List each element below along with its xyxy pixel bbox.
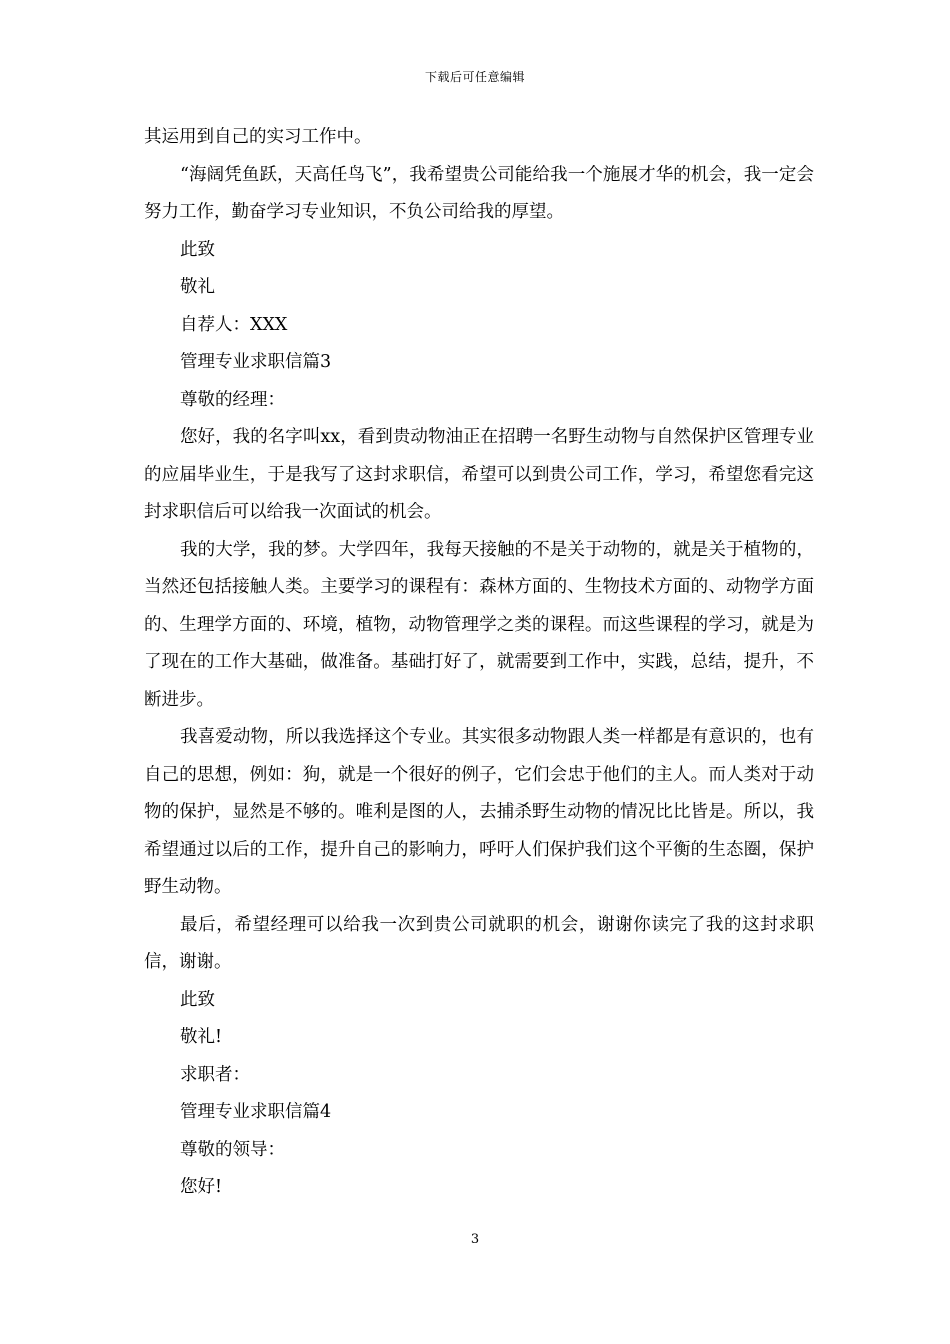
signature-line: 自荐人：XXX (180, 314, 288, 335)
document-body (144, 119, 814, 1207)
paragraph: “海阔凭鱼跃，天高任鸟飞”，我希望贵公司能给我一个施展才华的机会，我一定会努力工作，勤奋学习专业知识，不负公司给我的厚望。 (144, 164, 814, 222)
signature-line: 求职者： (180, 1064, 250, 1085)
page-header: 下载后可任意编辑 (424, 70, 525, 84)
closing-salutation: 此致 (180, 989, 215, 1010)
paragraph: 最后，希望经理可以给我一次到贵公司就职的机会，谢谢你读完了我的这封求职信，谢谢。 (144, 914, 814, 972)
paragraph: 其运用到自己的实习工作中。 (144, 127, 372, 147)
paragraph: 我的大学，我的梦。大学四年，我每天接触的不是关于动物的，就是关于植物的，当然还包括接触人类。主要学习的课程有：森林方面的、生物技术方面的、动物学方面的、生理学方面的、环境，植物，动物管理学之类的课程。而这些课程的学习，就是为了现在的工作大基础，做准备。基础打好了，就需要到工作中，实践，总结，提升，不断进步。 (144, 539, 814, 710)
closing-salutation: 此致 (180, 239, 215, 260)
page-number: 3 (470, 1232, 480, 1247)
closing-regards: 敬礼 (180, 277, 215, 297)
paragraph: 您好! (180, 1177, 223, 1197)
greeting: 尊敬的经理： (180, 389, 285, 410)
section-title: 管理专业求职信篇4 (180, 1102, 332, 1122)
paragraph: 我喜爱动物，所以我选择这个专业。其实很多动物跟人类一样都是有意识的，也有自己的思想，例如：狗，就是一个很好的例子，它们会忠于他们的主人。而人类对于动物的保护，显然是不够的。唯利是图的人，去捕杀野生动物的情况比比皆是。所以，我希望通过以后的工作，提升自己的影响力，呼吁人们保护我们这个平衡的生态圈，保护野生动物。 (144, 727, 814, 897)
greeting: 尊敬的领导： (180, 1139, 285, 1160)
section-title: 管理专业求职信篇3 (180, 352, 332, 372)
paragraph: 您好，我的名字叫xx，看到贵动物油正在招聘一名野生动物与自然保护区管理专业的应届毕业生，于是我写了这封求职信，希望可以到贵公司工作，学习，希望您看完这封求职信后可以给我一次面试的机会。 (144, 427, 814, 522)
closing-regards: 敬礼! (180, 1027, 223, 1047)
